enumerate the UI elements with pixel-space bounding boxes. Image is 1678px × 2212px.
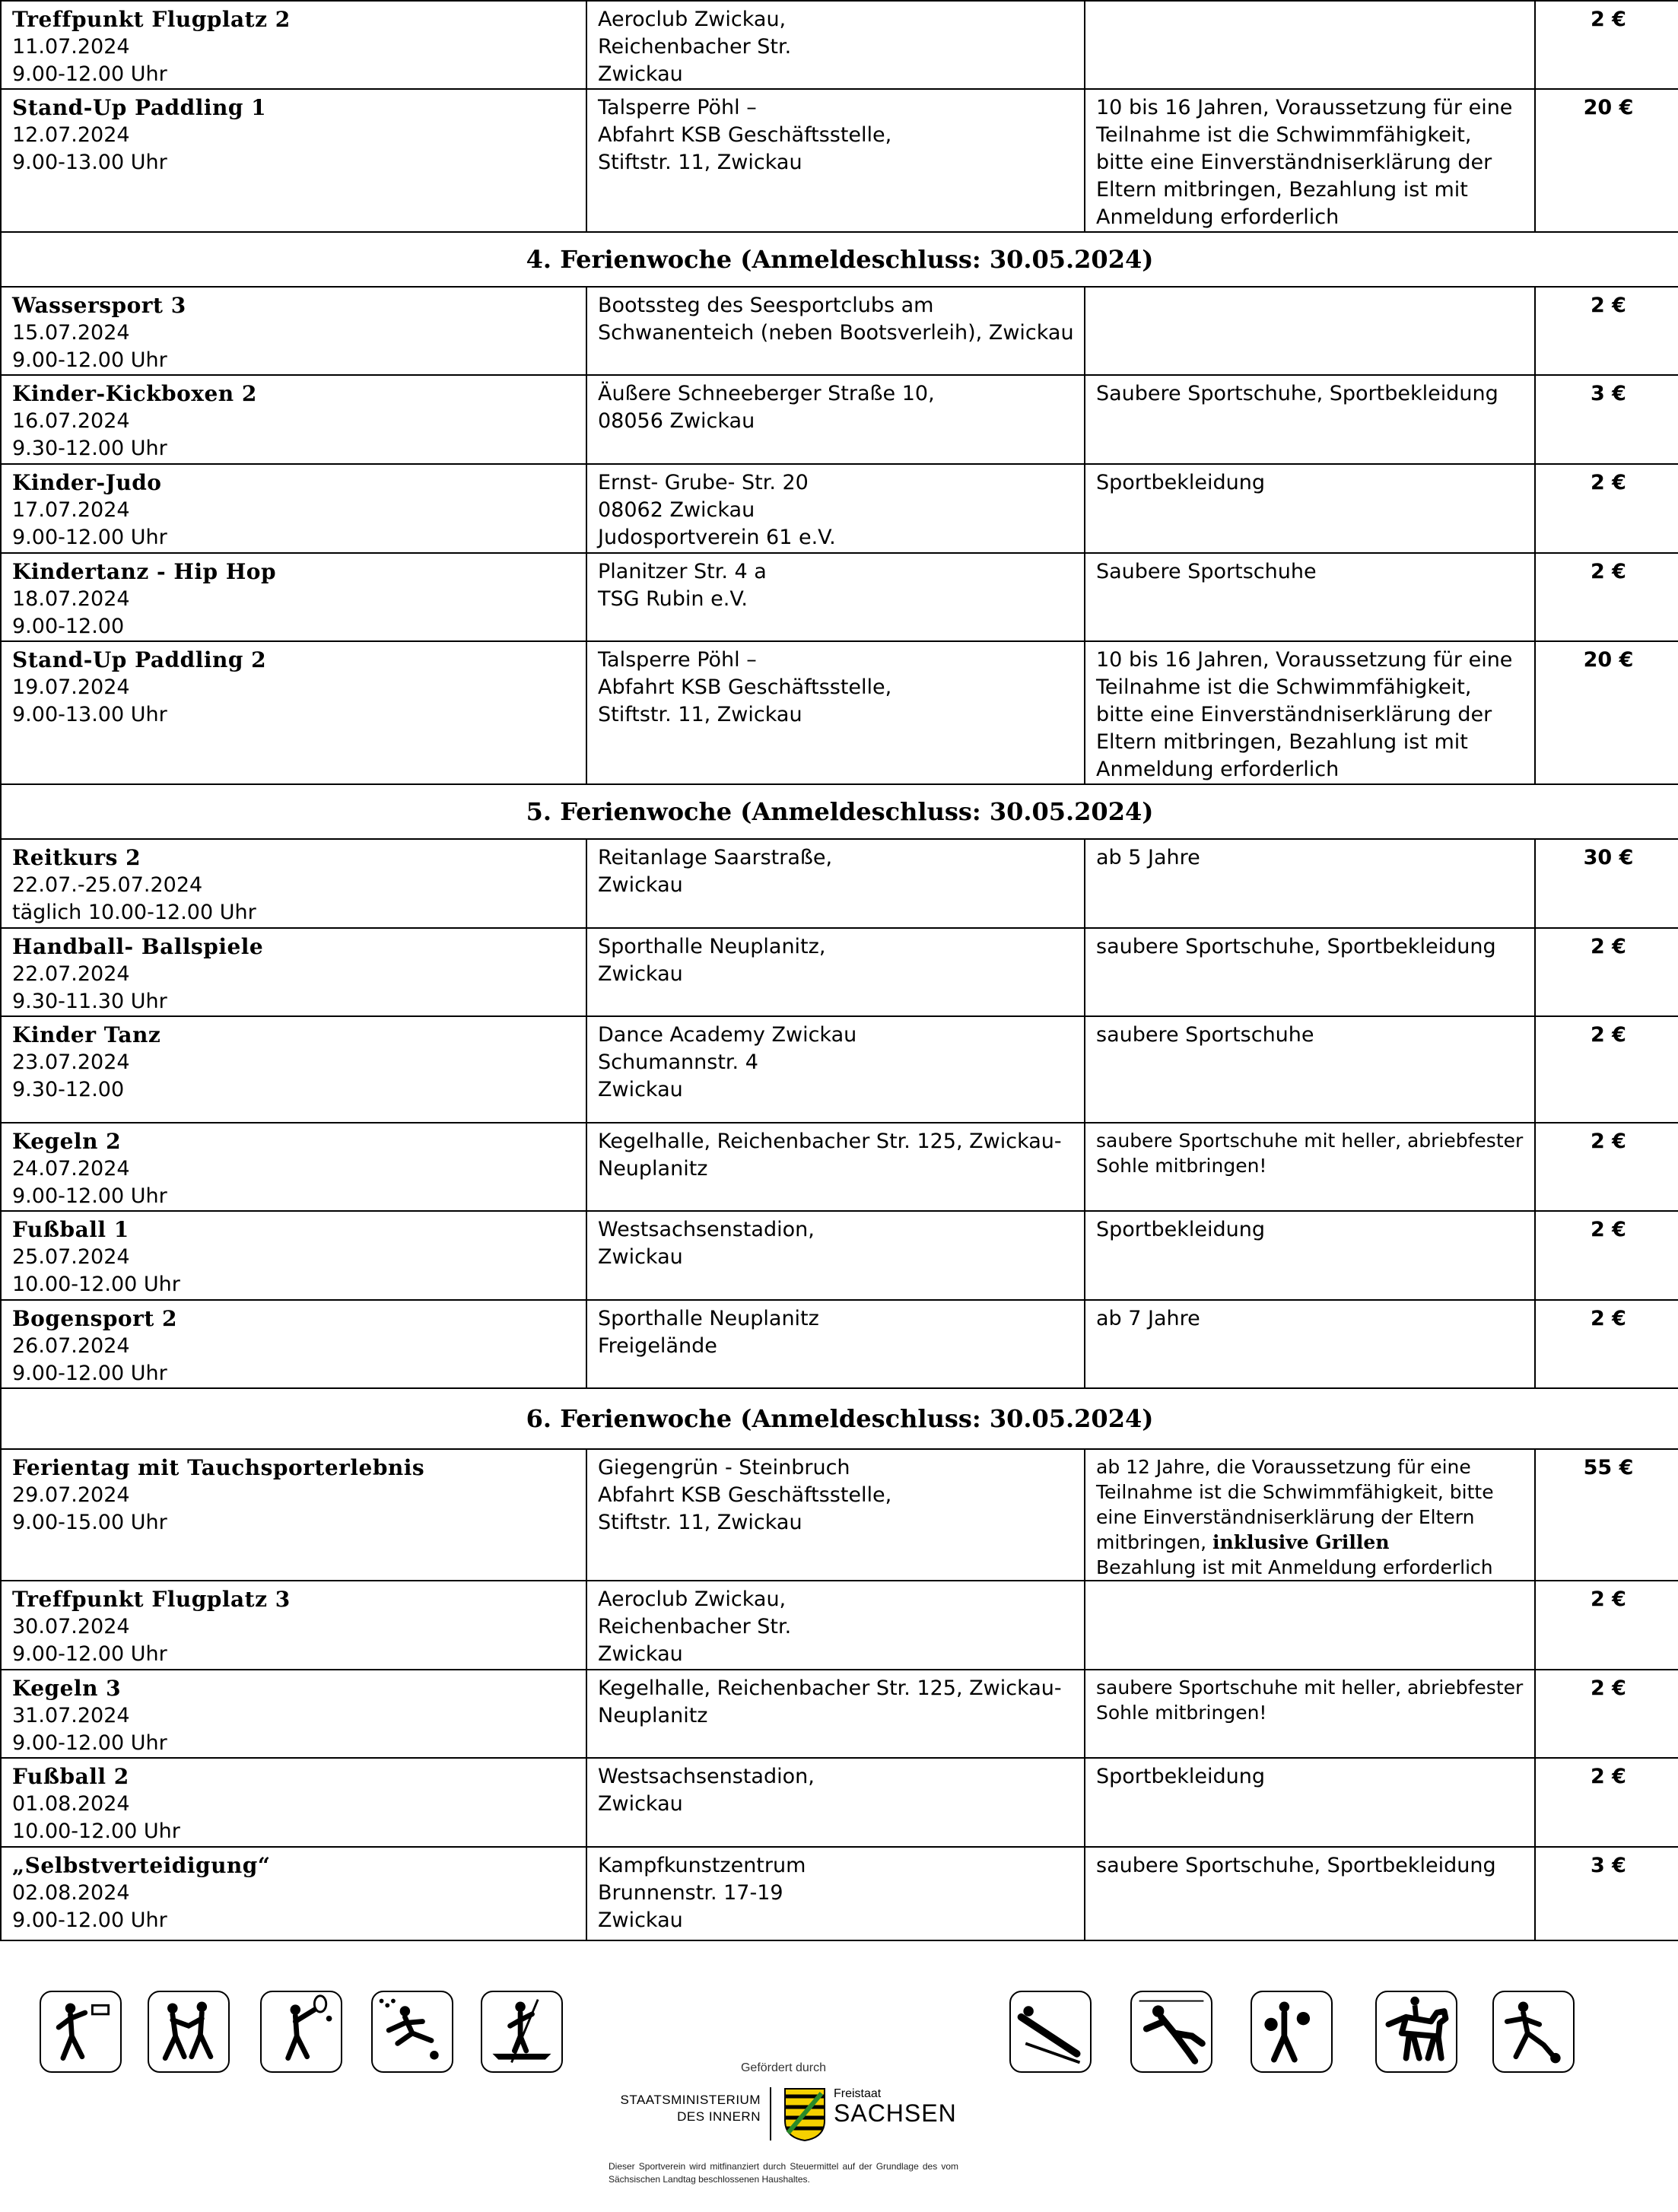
requirement-line: ab 5 Jahre [1096, 846, 1200, 869]
course-title: Kegeln 2 [12, 1129, 122, 1154]
location-line: 08062 Zwickau [598, 498, 755, 522]
course-date: 22.07.2024 [12, 962, 130, 986]
requirement-line: bitte eine Einverständniserklärung der [1096, 703, 1492, 726]
requirement-line: 10 bis 16 Jahren, Voraussetzung für eine [1096, 648, 1513, 672]
location-line: Aeroclub Zwickau, [598, 8, 787, 31]
location-cell [586, 641, 1085, 784]
requirements-cell [1085, 1016, 1535, 1123]
course-cell [1, 928, 586, 1016]
price-cell: 30 € [1535, 839, 1678, 928]
course-date: 15.07.2024 [12, 321, 130, 345]
location-line: Abfahrt KSB Geschäftsstelle, [598, 1483, 892, 1507]
saxony-crest-icon [783, 2087, 826, 2142]
requirement-line: saubere Sportschuhe, Sportbekleidung [1096, 935, 1496, 958]
requirement-line: Eltern mitbringen, Bezahlung ist mit [1096, 730, 1468, 754]
boxing-icon [1251, 1991, 1333, 2073]
course-cell [1, 1670, 586, 1758]
course-date: 31.07.2024 [12, 1704, 130, 1727]
course-row [1, 641, 1678, 784]
course-title: Handball- Ballspiele [12, 934, 264, 959]
paddling-icon [481, 1991, 563, 2073]
location-line: Aeroclub Zwickau, [598, 1587, 787, 1611]
course-title: Reitkurs 2 [12, 845, 141, 870]
price-cell: 2 € [1535, 1016, 1678, 1123]
location-line: Giegengrün - Steinbruch [598, 1456, 850, 1479]
course-cell [1, 1449, 586, 1581]
course-cell [1, 1581, 586, 1670]
requirement-line: Teilnahme ist die Schwimmfähigkeit, bitte [1096, 1481, 1494, 1503]
location-line: Westsachsenstadion, [598, 1765, 815, 1788]
course-cell [1, 464, 586, 553]
course-title: Kindertanz - Hip Hop [12, 559, 277, 584]
funding-note: Dieser Sportverein wird mitfinanziert durch Steuermittel auf der Grundlage des vom Sächsischen Landtag beschlossenen Haushaltes. [609, 2161, 958, 2185]
course-title: Stand-Up Paddling 2 [12, 647, 267, 672]
location-line: Zwickau [598, 873, 683, 897]
location-line: Schumannstr. 4 [598, 1050, 758, 1074]
location-line: Zwickau [598, 1792, 683, 1816]
course-cell [1, 553, 586, 641]
dance-icon [148, 1991, 230, 2073]
requirements-cell [1085, 1211, 1535, 1300]
week-header-row [1, 1388, 1678, 1449]
course-date: 12.07.2024 [12, 123, 130, 147]
location-cell [586, 1300, 1085, 1388]
location-line: Zwickau [598, 1245, 683, 1269]
price-cell: 2 € [1535, 287, 1678, 375]
course-date: 16.07.2024 [12, 409, 130, 433]
requirement-line: Saubere Sportschuhe, Sportbekleidung [1096, 382, 1498, 405]
requirements-cell [1085, 1847, 1535, 1940]
requirement-line: saubere Sportschuhe mit heller, abriebfester [1096, 1676, 1524, 1699]
course-cell [1, 1016, 586, 1123]
course-row [1, 1211, 1678, 1300]
horse-riding-icon [1375, 1991, 1457, 2073]
course-row [1, 928, 1678, 1016]
course-cell [1, 1211, 586, 1300]
price-cell: 2 € [1535, 1581, 1678, 1670]
location-cell [586, 1581, 1085, 1670]
requirement-line: Eltern mitbringen, Bezahlung ist mit [1096, 178, 1468, 202]
location-line: TSG Rubin e.V. [598, 587, 748, 611]
course-title: Treffpunkt Flugplatz 2 [12, 7, 291, 32]
requirements-cell [1085, 89, 1535, 232]
course-row [1, 464, 1678, 553]
course-cell [1, 641, 586, 784]
price-cell: 2 € [1535, 1300, 1678, 1388]
course-row [1, 1123, 1678, 1211]
location-line: Sporthalle Neuplanitz, [598, 935, 826, 958]
requirements-cell [1085, 1758, 1535, 1847]
course-date: 25.07.2024 [12, 1245, 130, 1269]
tennis-icon [260, 1991, 342, 2073]
course-time: 9.00-13.00 Uhr [12, 151, 167, 174]
boccia-icon [371, 1991, 453, 2073]
requirement-line: Sohle mitbringen! [1096, 1702, 1267, 1724]
location-line: Zwickau [598, 62, 683, 86]
course-time: 9.00-12.00 [12, 615, 125, 638]
location-line: Westsachsenstadion, [598, 1218, 815, 1241]
course-cell [1, 89, 586, 232]
course-title: Wassersport 3 [12, 293, 186, 318]
requirement-line: saubere Sportschuhe mit heller, abriebfester [1096, 1130, 1524, 1152]
week-heading: 4. Ferienwoche (Anmeldeschluss: 30.05.2024) [1, 232, 1678, 287]
location-cell [586, 287, 1085, 375]
course-date: 24.07.2024 [12, 1157, 130, 1181]
location-line: Schwanenteich (neben Bootsverleih), Zwickau [598, 321, 1074, 345]
course-row [1, 1449, 1678, 1581]
location-line: Bootssteg des Seesportclubs am [598, 294, 934, 317]
course-title: Kinder-Judo [12, 470, 162, 495]
football-icon [1492, 1991, 1575, 2073]
requirements-cell [1085, 928, 1535, 1016]
location-line: Sporthalle Neuplanitz [598, 1307, 819, 1330]
requirement-line: Bezahlung ist mit Anmeldung erforderlich [1096, 1556, 1493, 1578]
price-cell: 2 € [1535, 1123, 1678, 1211]
ministry-line: DES INNERN [677, 2109, 761, 2124]
location-line: Talsperre Pöhl – [598, 96, 757, 119]
sponsor-caption: Gefördert durch [740, 2061, 827, 2074]
location-cell [586, 89, 1085, 232]
course-time: 9.00-12.00 Uhr [12, 526, 167, 549]
sponsor-divider [770, 2087, 771, 2140]
requirements-cell [1085, 375, 1535, 464]
requirements-cell [1085, 1300, 1535, 1388]
ministry-line: STAATSMINISTERIUM [620, 2093, 761, 2107]
course-row [1, 287, 1678, 375]
course-time: 9.00-15.00 Uhr [12, 1511, 167, 1534]
course-row [1, 1847, 1678, 1940]
course-row [1, 1581, 1678, 1670]
freistaat-label: Freistaat [834, 2087, 882, 2100]
location-line: Zwickau [598, 1642, 683, 1666]
location-line: Abfahrt KSB Geschäftsstelle, [598, 123, 892, 147]
location-cell [586, 1016, 1085, 1123]
requirements-cell [1085, 553, 1535, 641]
price-cell: 3 € [1535, 375, 1678, 464]
requirement-line: Saubere Sportschuhe [1096, 560, 1317, 583]
price-cell: 55 € [1535, 1449, 1678, 1581]
course-time: 9.00-12.00 Uhr [12, 62, 167, 86]
course-row [1, 89, 1678, 232]
course-row [1, 839, 1678, 928]
location-line: Stiftstr. 11, Zwickau [598, 151, 802, 174]
requirement-line: saubere Sportschuhe, Sportbekleidung [1096, 1854, 1496, 1877]
location-line: Reichenbacher Str. [598, 1615, 792, 1638]
course-title: Bogensport 2 [12, 1306, 178, 1331]
requirements-cell [1085, 464, 1535, 553]
requirements-cell [1085, 839, 1535, 928]
course-time: 10.00-12.00 Uhr [12, 1819, 180, 1843]
course-time: 9.00-13.00 Uhr [12, 703, 167, 726]
requirements-cell [1085, 1670, 1535, 1758]
course-cell [1, 375, 586, 464]
requirement-line: Sportbekleidung [1096, 1765, 1265, 1788]
requirement-line: Anmeldung erforderlich [1096, 758, 1340, 781]
course-row [1, 1670, 1678, 1758]
price-cell: 2 € [1535, 1758, 1678, 1847]
course-time: 9.00-12.00 Uhr [12, 1362, 167, 1385]
price-cell: 20 € [1535, 89, 1678, 232]
requirement-line: saubere Sportschuhe [1096, 1023, 1314, 1047]
location-cell [586, 464, 1085, 553]
week-heading: 5. Ferienwoche (Anmeldeschluss: 30.05.2024) [1, 784, 1678, 839]
course-cell [1, 1758, 586, 1847]
course-time: täglich 10.00-12.00 Uhr [12, 901, 256, 924]
location-line: Freigelände [598, 1334, 717, 1358]
course-time: 9.00-12.00 Uhr [12, 1731, 167, 1755]
course-date: 29.07.2024 [12, 1483, 130, 1507]
location-line: Kampfkunstzentrum [598, 1854, 806, 1877]
course-row [1, 1300, 1678, 1388]
location-line: Neuplanitz [598, 1157, 708, 1181]
course-date: 18.07.2024 [12, 587, 130, 611]
location-line: Judosportverein 61 e.V. [598, 526, 836, 549]
week-heading: 6. Ferienwoche (Anmeldeschluss: 30.05.2024) [1, 1388, 1678, 1449]
requirement-highlight: inklusive Grillen [1212, 1531, 1390, 1553]
location-line: 08056 Zwickau [598, 409, 755, 433]
sponsor-block [593, 2054, 974, 2198]
location-line: Stiftstr. 11, Zwickau [598, 1511, 802, 1534]
course-time: 9.00-12.00 Uhr [12, 1908, 167, 1932]
course-title: Fußball 2 [12, 1764, 129, 1789]
diving-icon [1130, 1991, 1212, 2073]
location-line: Ernst- Grube- Str. 20 [598, 471, 809, 494]
location-line: Reitanlage Saarstraße, [598, 846, 833, 869]
price-cell: 2 € [1535, 928, 1678, 1016]
course-title: Stand-Up Paddling 1 [12, 95, 267, 120]
requirement-line: mitbringen, [1096, 1531, 1213, 1553]
location-line: Stiftstr. 11, Zwickau [598, 703, 802, 726]
location-cell [586, 1449, 1085, 1581]
location-cell [586, 375, 1085, 464]
location-cell [586, 1211, 1085, 1300]
course-title: Ferientag mit Tauchsporterlebnis [12, 1455, 425, 1480]
course-time: 9.00-12.00 Uhr [12, 1642, 167, 1666]
requirement-line: 10 bis 16 Jahren, Voraussetzung für eine [1096, 96, 1513, 119]
course-cell [1, 287, 586, 375]
location-line: Planitzer Str. 4 a [598, 560, 767, 583]
location-cell [586, 1847, 1085, 1940]
location-line: Dance Academy Zwickau [598, 1023, 857, 1047]
requirement-line: Sohle mitbringen! [1096, 1155, 1267, 1177]
location-line: Neuplanitz [598, 1704, 708, 1727]
price-cell: 3 € [1535, 1847, 1678, 1940]
course-title: Kegeln 3 [12, 1676, 122, 1701]
requirements-cell [1085, 1581, 1535, 1670]
course-time: 10.00-12.00 Uhr [12, 1273, 180, 1296]
course-title: Fußball 1 [12, 1217, 129, 1242]
course-time: 9.30-11.30 Uhr [12, 990, 167, 1013]
location-cell [586, 553, 1085, 641]
location-line: Zwickau [598, 962, 683, 986]
price-cell: 2 € [1535, 553, 1678, 641]
price-cell: 2 € [1535, 1, 1678, 89]
course-cell [1, 1300, 586, 1388]
course-date: 19.07.2024 [12, 675, 130, 699]
requirement-line: Sportbekleidung [1096, 1218, 1265, 1241]
requirements-cell [1085, 1, 1535, 89]
course-cell [1, 1847, 586, 1940]
week-header-row [1, 232, 1678, 287]
location-line: Brunnenstr. 17-19 [598, 1881, 783, 1905]
location-cell [586, 928, 1085, 1016]
price-cell: 2 € [1535, 1211, 1678, 1300]
location-cell [586, 1123, 1085, 1211]
course-date: 17.07.2024 [12, 498, 130, 522]
requirements-cell [1085, 641, 1535, 784]
location-cell [586, 1, 1085, 89]
course-title: Treffpunkt Flugplatz 3 [12, 1587, 291, 1612]
location-line: Abfahrt KSB Geschäftsstelle, [598, 675, 892, 699]
price-cell: 2 € [1535, 1670, 1678, 1758]
course-time: 9.00-12.00 Uhr [12, 348, 167, 372]
requirement-line: ab 12 Jahre, die Voraussetzung für eine [1096, 1456, 1471, 1478]
location-line: Äußere Schneeberger Straße 10, [598, 382, 935, 405]
course-date: 01.08.2024 [12, 1792, 130, 1816]
requirements-cell [1085, 1449, 1535, 1581]
location-cell [586, 1670, 1085, 1758]
course-cell [1, 1, 586, 89]
requirements-cell [1085, 1123, 1535, 1211]
course-title: Kinder-Kickboxen 2 [12, 381, 257, 406]
basketball-icon [40, 1991, 122, 2073]
location-line: Kegelhalle, Reichenbacher Str. 125, Zwickau- [598, 1676, 1062, 1700]
week-header-row [1, 784, 1678, 839]
course-cell [1, 1123, 586, 1211]
course-row [1, 375, 1678, 464]
location-line: Zwickau [598, 1078, 683, 1101]
requirements-cell [1085, 287, 1535, 375]
course-row [1, 1758, 1678, 1847]
location-cell [586, 839, 1085, 928]
location-line: Kegelhalle, Reichenbacher Str. 125, Zwickau- [598, 1130, 1062, 1153]
location-line: Reichenbacher Str. [598, 35, 792, 59]
course-date: 26.07.2024 [12, 1334, 130, 1358]
course-date: 23.07.2024 [12, 1050, 130, 1074]
course-title: „Selbstverteidigung“ [12, 1853, 271, 1878]
sachsen-label: SACHSEN [834, 2099, 957, 2127]
price-cell: 20 € [1535, 641, 1678, 784]
course-cell [1, 839, 586, 928]
course-time: 9.00-12.00 Uhr [12, 1184, 167, 1208]
course-row [1, 553, 1678, 641]
requirement-line: Sportbekleidung [1096, 471, 1265, 494]
requirement-line: Teilnahme ist die Schwimmfähigkeit, [1096, 675, 1472, 699]
requirement-line: Anmeldung erforderlich [1096, 205, 1340, 229]
location-line: Talsperre Pöhl – [598, 648, 757, 672]
course-date: 11.07.2024 [12, 35, 130, 59]
requirement-line: ab 7 Jahre [1096, 1307, 1200, 1330]
requirement-line: bitte eine Einverständniserklärung der [1096, 151, 1492, 174]
luge-icon [1009, 1991, 1092, 2073]
course-row [1, 1016, 1678, 1123]
requirement-line: eine Einverständniserklärung der Eltern [1096, 1506, 1475, 1528]
location-cell [586, 1758, 1085, 1847]
course-time: 9.30-12.00 [12, 1078, 125, 1101]
requirement-line: Teilnahme ist die Schwimmfähigkeit, [1096, 123, 1472, 147]
location-line: Zwickau [598, 1908, 683, 1932]
course-date: 22.07.-25.07.2024 [12, 873, 203, 897]
course-row [1, 1, 1678, 89]
course-time: 9.30-12.00 Uhr [12, 437, 167, 460]
course-date: 30.07.2024 [12, 1615, 130, 1638]
price-cell: 2 € [1535, 464, 1678, 553]
course-date: 02.08.2024 [12, 1881, 130, 1905]
ministry-name [609, 2092, 761, 2125]
course-title: Kinder Tanz [12, 1022, 161, 1047]
